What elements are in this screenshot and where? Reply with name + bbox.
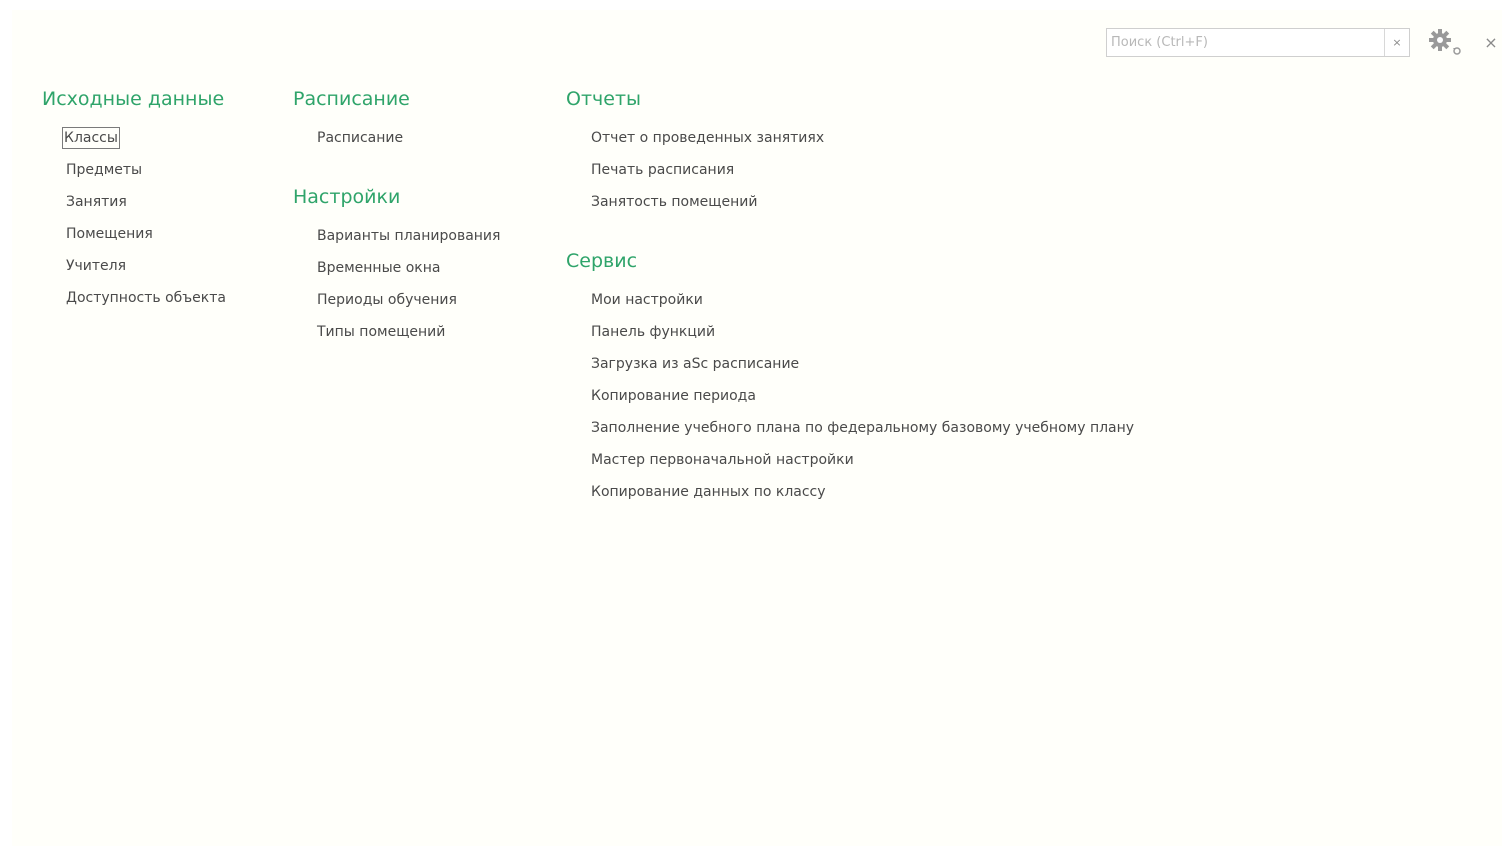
menu-item-asc-import[interactable]: Загрузка из aSc расписание [591,356,800,372]
menu-item-my-settings[interactable]: Мои настройки [591,292,703,308]
menu-item-schedule[interactable]: Расписание [317,130,404,146]
menu-item-subjects[interactable]: Предметы [66,162,143,178]
menu-item-print-schedule[interactable]: Печать расписания [591,162,735,178]
menu-item-lessons-report[interactable]: Отчет о проведенных занятиях [591,130,825,146]
menu-item-classes[interactable]: Классы [64,130,118,146]
menu-item-copy-class-data[interactable]: Копирование данных по классу [591,484,826,500]
group-title-source-data: Исходные данные [42,88,225,110]
close-button[interactable] [1481,32,1501,52]
group-title-settings: Настройки [293,186,401,208]
group-title-reports: Отчеты [566,88,642,110]
menu-item-teachers[interactable]: Учителя [66,258,127,274]
menu-item-planning-variants[interactable]: Варианты планирования [317,228,501,244]
menu-item-setup-wizard[interactable]: Мастер первоначальной настройки [591,452,854,468]
menu-item-study-periods[interactable]: Периоды обучения [317,292,457,308]
menu-item-lessons[interactable]: Занятия [66,194,127,210]
menu-item-function-panel[interactable]: Панель функций [591,324,716,340]
menu-item-room-occupancy[interactable]: Занятость помещений [591,194,758,210]
settings-button[interactable] [1426,26,1464,58]
search-box[interactable] [1106,28,1410,57]
menu-item-room-types[interactable]: Типы помещений [317,324,446,340]
close-icon: × [1392,36,1402,49]
menu-item-fill-curriculum[interactable]: Заполнение учебного плана по федеральному базовому учебному плану [591,420,1135,436]
menu-item-time-windows[interactable]: Временные окна [317,260,441,276]
search-input[interactable] [1107,29,1385,56]
close-icon: × [1484,32,1498,52]
menu-item-copy-period[interactable]: Копирование периода [591,388,756,404]
search-clear-button[interactable] [1384,29,1409,56]
group-title-service: Сервис [566,250,638,272]
menu-item-rooms[interactable]: Помещения [66,226,153,242]
group-title-schedule: Расписание [293,88,410,110]
gear-icon [1426,26,1464,58]
menu-item-object-availability[interactable]: Доступность объекта [66,290,226,306]
